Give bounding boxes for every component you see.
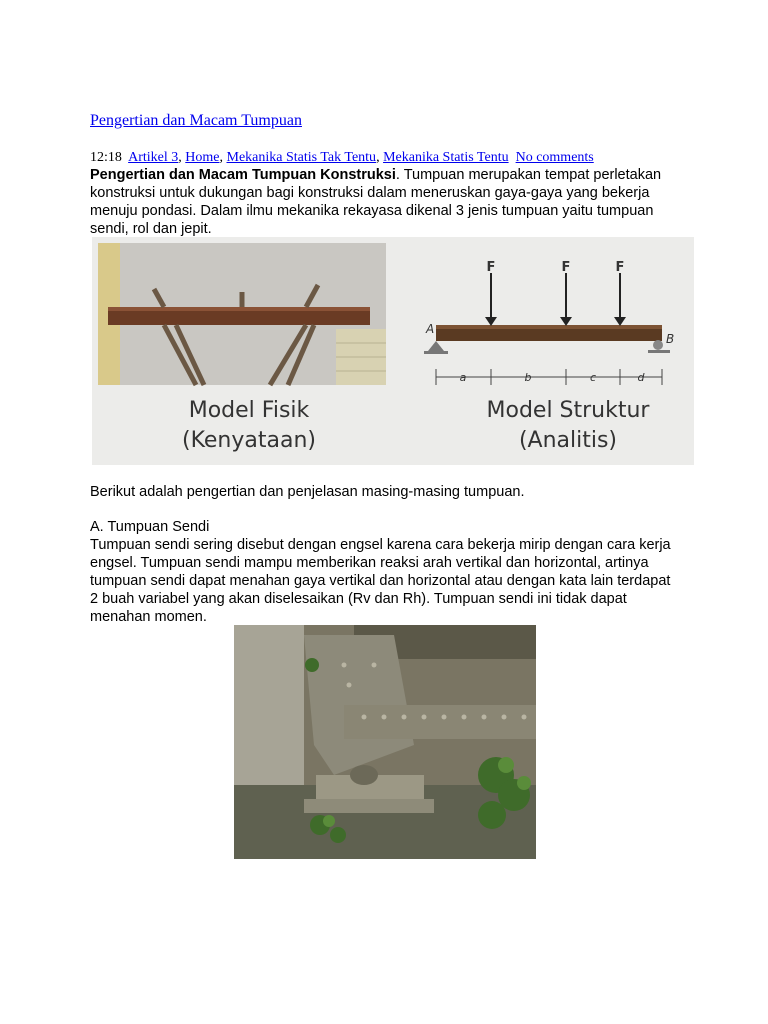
dim-label-a: a [459,371,467,384]
dim-label-b: b [524,371,532,384]
label-link-artikel-3[interactable]: Artikel 3 [128,150,179,165]
caption-structural-model: Model Struktur [486,398,650,423]
model-comparison-figure [92,237,694,465]
structural-model-diagram [424,260,674,385]
dim-label-d: d [637,371,645,384]
post-meta: 12:18 Artikel 3, Home, Mekanika Statis Tak Tentu, Mekanika Statis Tentu No comments [90,150,594,165]
label-link-statis-tentu[interactable]: Mekanika Statis Tentu [383,150,509,165]
pin-support-icon [428,341,444,351]
intro-text: . Tumpuan merupakan tempat perletakan konstruksi untuk dukungan bagi konstruksi dalam meneruskan gaya-gaya yang bekerja menuju pondasi. Dalam ilmu mekanika rekayasa dikenal 3 jenis tumpuan yaitu tumpuan sendi, rol dan jepit. [90,167,662,237]
force-label-3: F [615,260,625,275]
intro-bold-term: Pengertian dan Macam Tumpuan Konstruksi [90,167,396,183]
label-link-home[interactable]: Home [185,150,220,165]
section-tumpuan-sendi [90,518,680,626]
post-time: 12:18 [90,150,122,165]
section-text: Tumpuan sendi sering disebut dengan engsel karena cara bekerja mirip dengan cara kerja engsel. Tumpuan sendi mampu memberikan reaksi arah vertikal dan horizontal, artinya tumpuan sendi dapat menahan gaya vertikal dan horizontal atau dengan kata lain terdapat 2 buah variabel yang akan diselesaikan (Rv dan Rh). Tumpuan sendi ini tidak dapat menahan momen. [90,537,671,625]
section-heading: A. Tumpuan Sendi [90,519,210,535]
support-label-b: B [666,332,675,346]
force-label-2: F [561,260,571,275]
physical-beam-photo [98,243,386,385]
force-label-1: F [486,260,496,275]
post-title-link[interactable]: Pengertian dan Macam Tumpuan [90,112,302,129]
dim-label-c: c [589,371,597,384]
body-intro-line: Berikut adalah pengertian dan penjelasan masing-masing tumpuan. [90,484,525,500]
support-label-a: A [426,322,435,336]
pin-support-photo [234,625,536,859]
intro-paragraph [90,166,680,238]
caption-structural-analytic: (Analitis) [518,428,618,453]
caption-physical-model: Model Fisik [188,398,310,423]
label-link-statis-tak-tentu[interactable]: Mekanika Statis Tak Tentu [226,150,377,165]
caption-physical-reality: (Kenyataan) [181,428,317,453]
roller-support-icon [653,340,663,350]
comments-link[interactable]: No comments [515,150,594,165]
